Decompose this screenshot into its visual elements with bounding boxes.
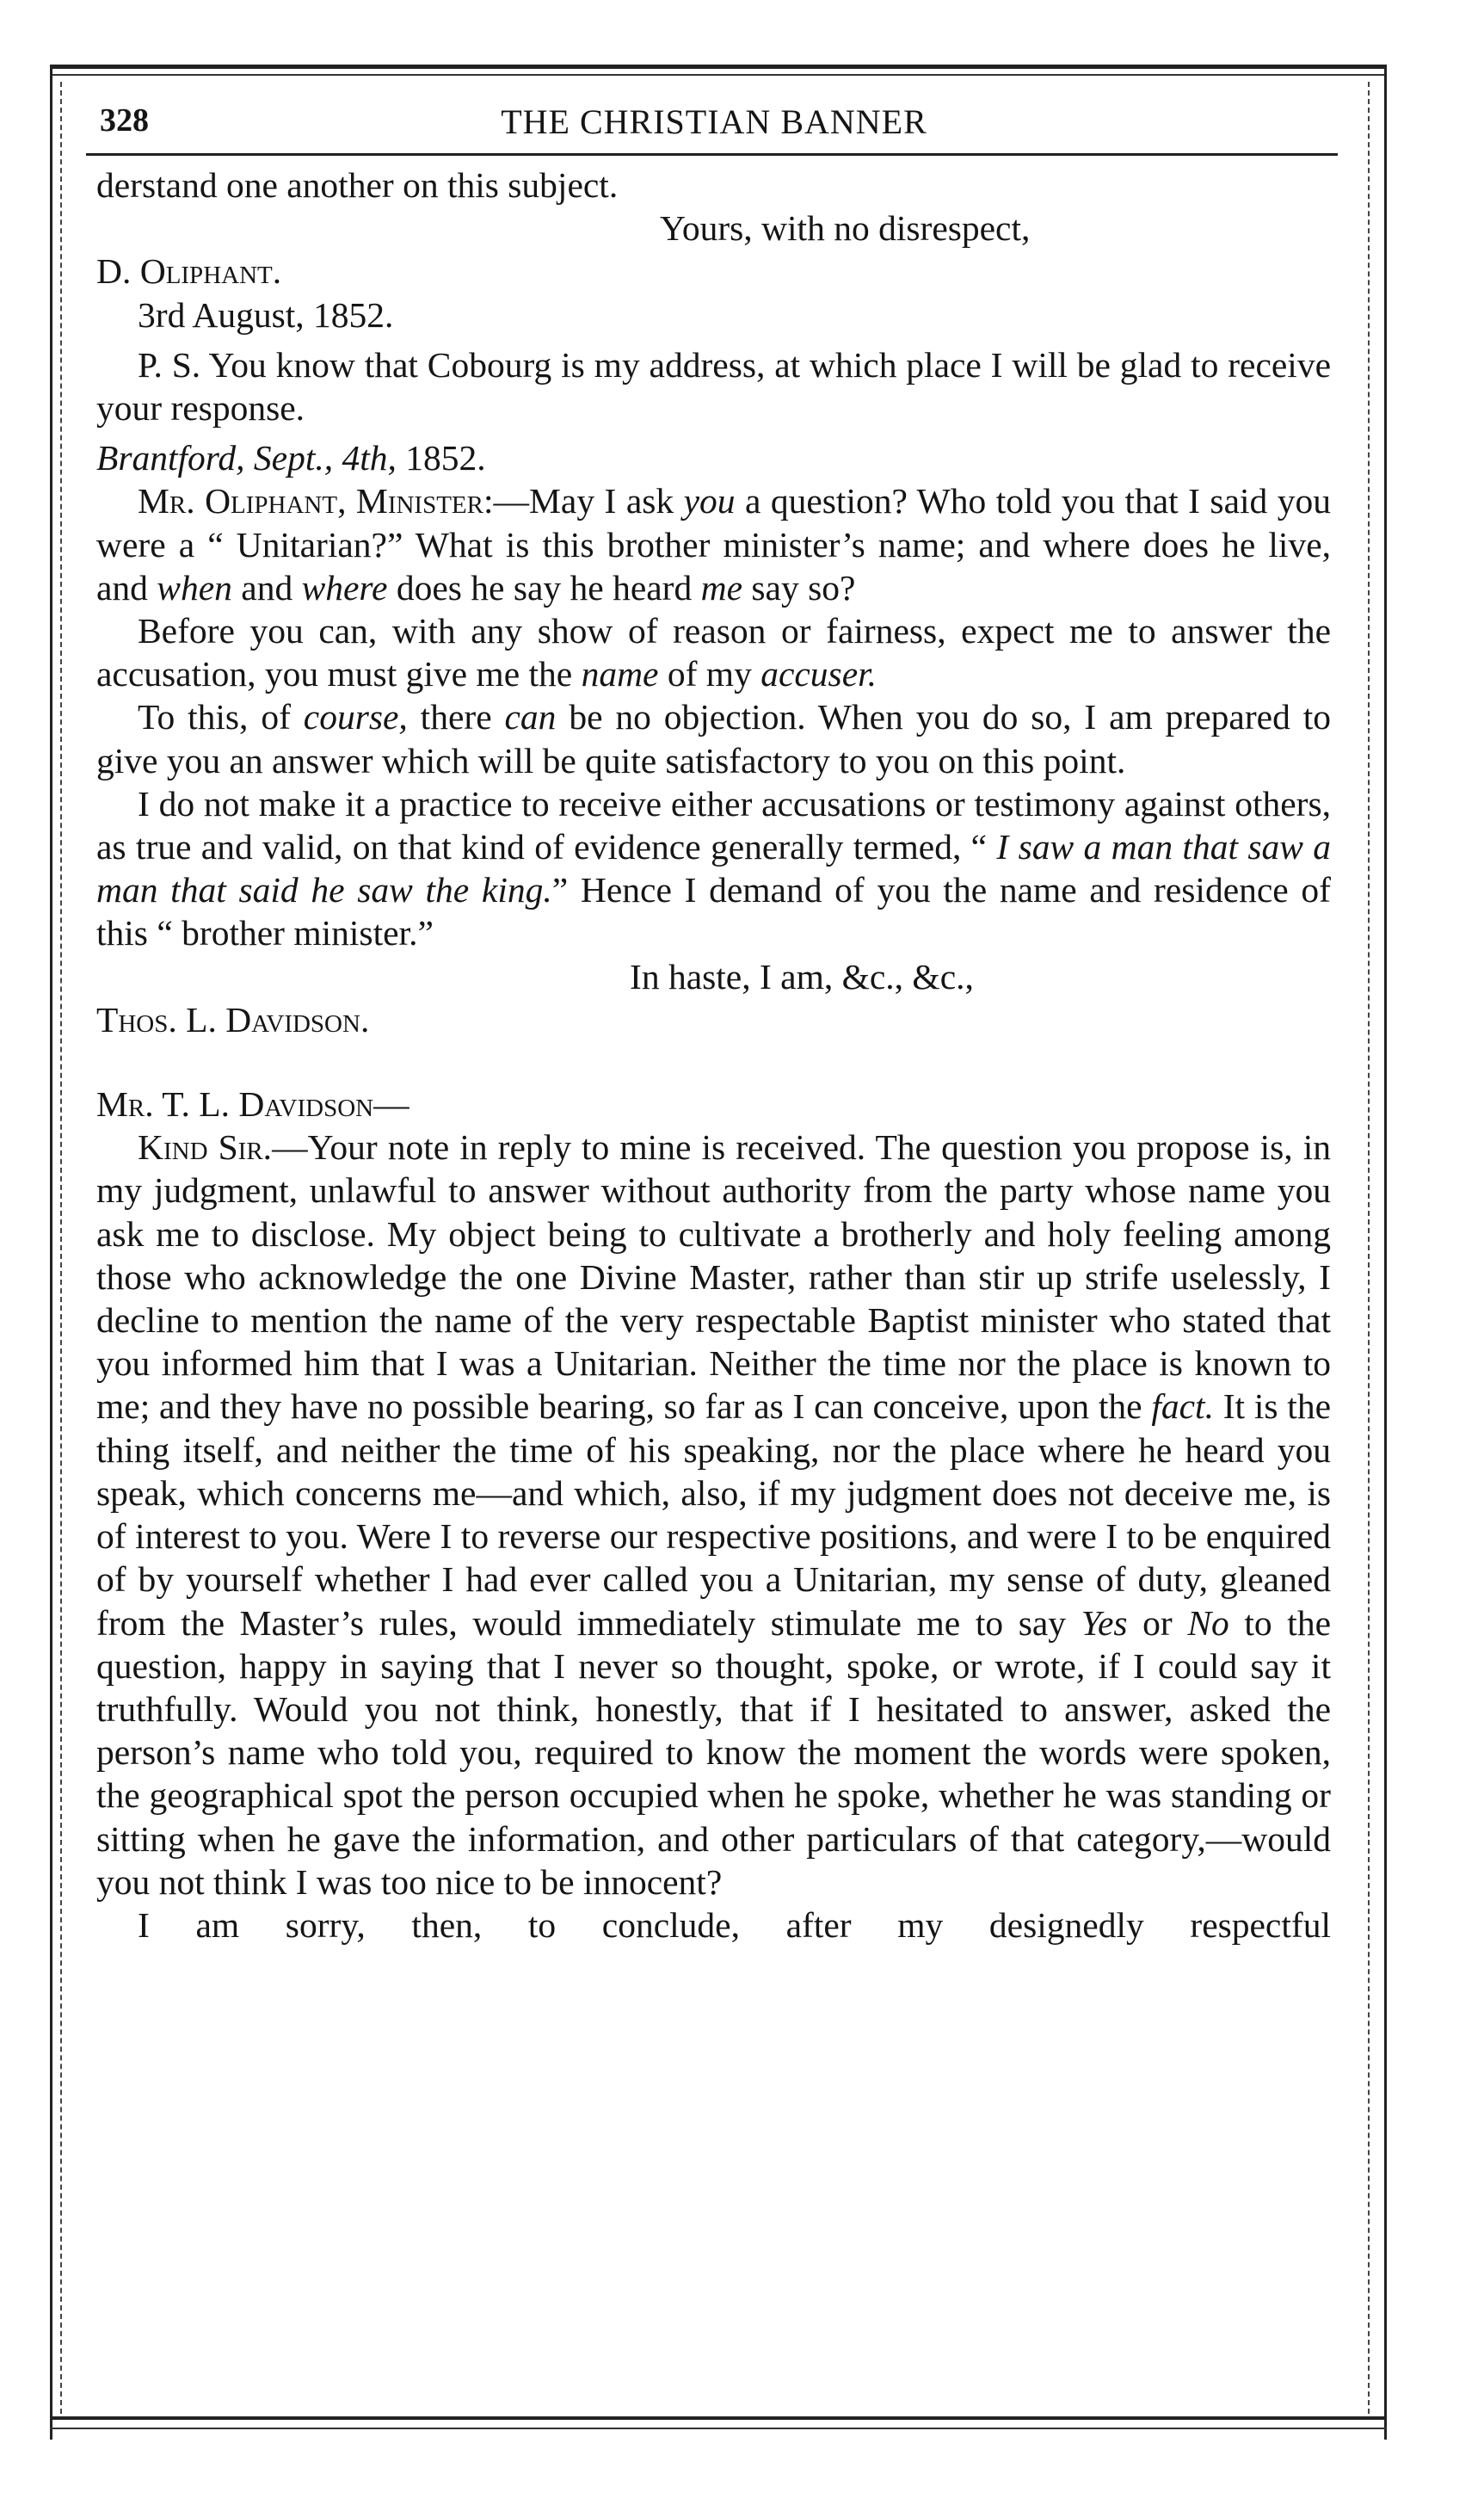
letter1-date: 3rd August, 1852.: [138, 294, 394, 335]
emphasis: name: [581, 654, 659, 694]
letter2-salutation: Mr. Oliphant, Minister: [138, 481, 483, 521]
text-run: say so?: [742, 567, 856, 608]
header-rule: [86, 153, 1338, 156]
page-body: [96, 164, 1331, 1947]
page-border-bottom-inner: [50, 2428, 1387, 2429]
page-border-bottom: [50, 2416, 1387, 2420]
letter3-paragraph-1: [96, 1126, 1331, 1903]
emphasis: me: [700, 567, 742, 608]
letter2-dateline: [96, 436, 1331, 479]
letter1-closing: Yours, with no disrespect,: [660, 208, 1031, 249]
letter3-paragraph-2: I am sorry, then, to conclude, after my designedly respectful: [138, 1904, 1331, 1945]
emphasis: No: [1187, 1602, 1229, 1643]
letter2-paragraph-3: [96, 695, 1331, 781]
page-border-right-dashed: [1368, 82, 1370, 2414]
letter2-signature: Thos. L. Davidson.: [96, 999, 370, 1040]
text-run: and: [231, 567, 302, 608]
letter1-continuation: derstand one another on this subject.: [96, 165, 619, 205]
text-run: It is the thing itself, and neither the time of his speaking, nor the place where he heard you speak, which concerns me—and which, also, if my judgment does not deceive me, is of interest to you. Were I to reverse our respective positions, and were I to be enquired of by yourself whether I had ever called you a Unitarian, my sense of duty, gleaned from the Master’s rules, would immediately stimulate me to say: [96, 1386, 1331, 1643]
emphasis: can: [504, 697, 557, 737]
text-run: ” Hence I demand of you the name and residence of this “ brother minister.”: [96, 870, 1331, 953]
text-run: :—May I ask: [483, 481, 684, 521]
letter1-postscript: P. S. You know that Cobourg is my address, at which place I will be glad to receive your response.: [96, 344, 1331, 429]
emphasis: course,: [303, 697, 408, 737]
text-run: of my: [658, 654, 761, 694]
text-run: Before you can, with any show of reason or fairness, expect me to answer the accusation, you must give me the: [96, 611, 1331, 694]
text-run: to the question, happy in saying that I never so thought, spoke, or wrote, if I could say it truthfully. Would you not think, honestly, that if I hesitated to answer, asked the person’s name who told you, required to know the moment the words were spoken, the geographical spot the person occupied when he spoke, whether he was standing or sitting when he gave the information, and other particulars of that category,—would you not think I was too nice to be innocent?: [96, 1602, 1331, 1902]
letter2-paragraph-2: [96, 609, 1331, 695]
text-run: be no objection. When you do so, I am prepared to give you an answer which will be quite satisfactory to you on this point.: [96, 697, 1331, 780]
text-run: there: [407, 697, 505, 737]
text-run: To this, of: [138, 697, 304, 737]
running-head: THE CHRISTIAN BANNER: [501, 102, 927, 141]
text-run: a question? Who told you that I said you were a “ Unitarian?” What is this brother minister’s name; and where does he live, and: [96, 481, 1331, 608]
letter1-signature: D. Oliphant.: [96, 251, 282, 292]
letter3-greeting: Kind Sir.: [138, 1127, 273, 1168]
page-border-left-dashed: [60, 82, 62, 2414]
emphasis: accuser.: [760, 654, 877, 694]
emphasis: you: [683, 481, 736, 521]
dateline-year: 1852.: [405, 438, 486, 478]
text-run: or: [1127, 1602, 1188, 1643]
letter2-paragraph-1: [96, 479, 1331, 609]
letter2-paragraph-4: [96, 782, 1331, 955]
emphasis: where: [301, 567, 388, 608]
emphasis: I saw a man that saw a man that said he saw the king.: [96, 827, 1331, 910]
text-run: does he say he heard: [387, 567, 701, 608]
text-run: I do not make it a practice to receive either accusations or testimony against others, as true and valid, on that kind of evidence generally termed, “: [96, 783, 1331, 867]
dateline-place: Brantford, Sept., 4th,: [96, 438, 397, 478]
text-run: —Your note in reply to mine is received. The question you propose is, in my judgment, unlawful to answer without authority from the party whose name you ask me to disclose. My object being to cultivate a brotherly and holy feeling among those who acknowledge the one Divine Master, rather than stir up strife uselessly, I decline to mention the name of the very respectable Baptist minister who stated that you informed him that I was a Unitarian. Neither the time nor the place is known to me; and they have no possible bearing, so far as I can conceive, upon the: [96, 1127, 1332, 1427]
page-header: [86, 102, 1342, 153]
section-gap: [96, 1041, 1331, 1083]
letter2-closing: In haste, I am, &c., &c.,: [630, 956, 974, 996]
letter3-salutation: Mr. T. L. Davidson—: [96, 1084, 409, 1125]
page-number: 328: [100, 102, 149, 139]
emphasis: when: [157, 567, 232, 608]
emphasis: Yes: [1081, 1602, 1128, 1643]
emphasis: fact.: [1151, 1386, 1214, 1427]
